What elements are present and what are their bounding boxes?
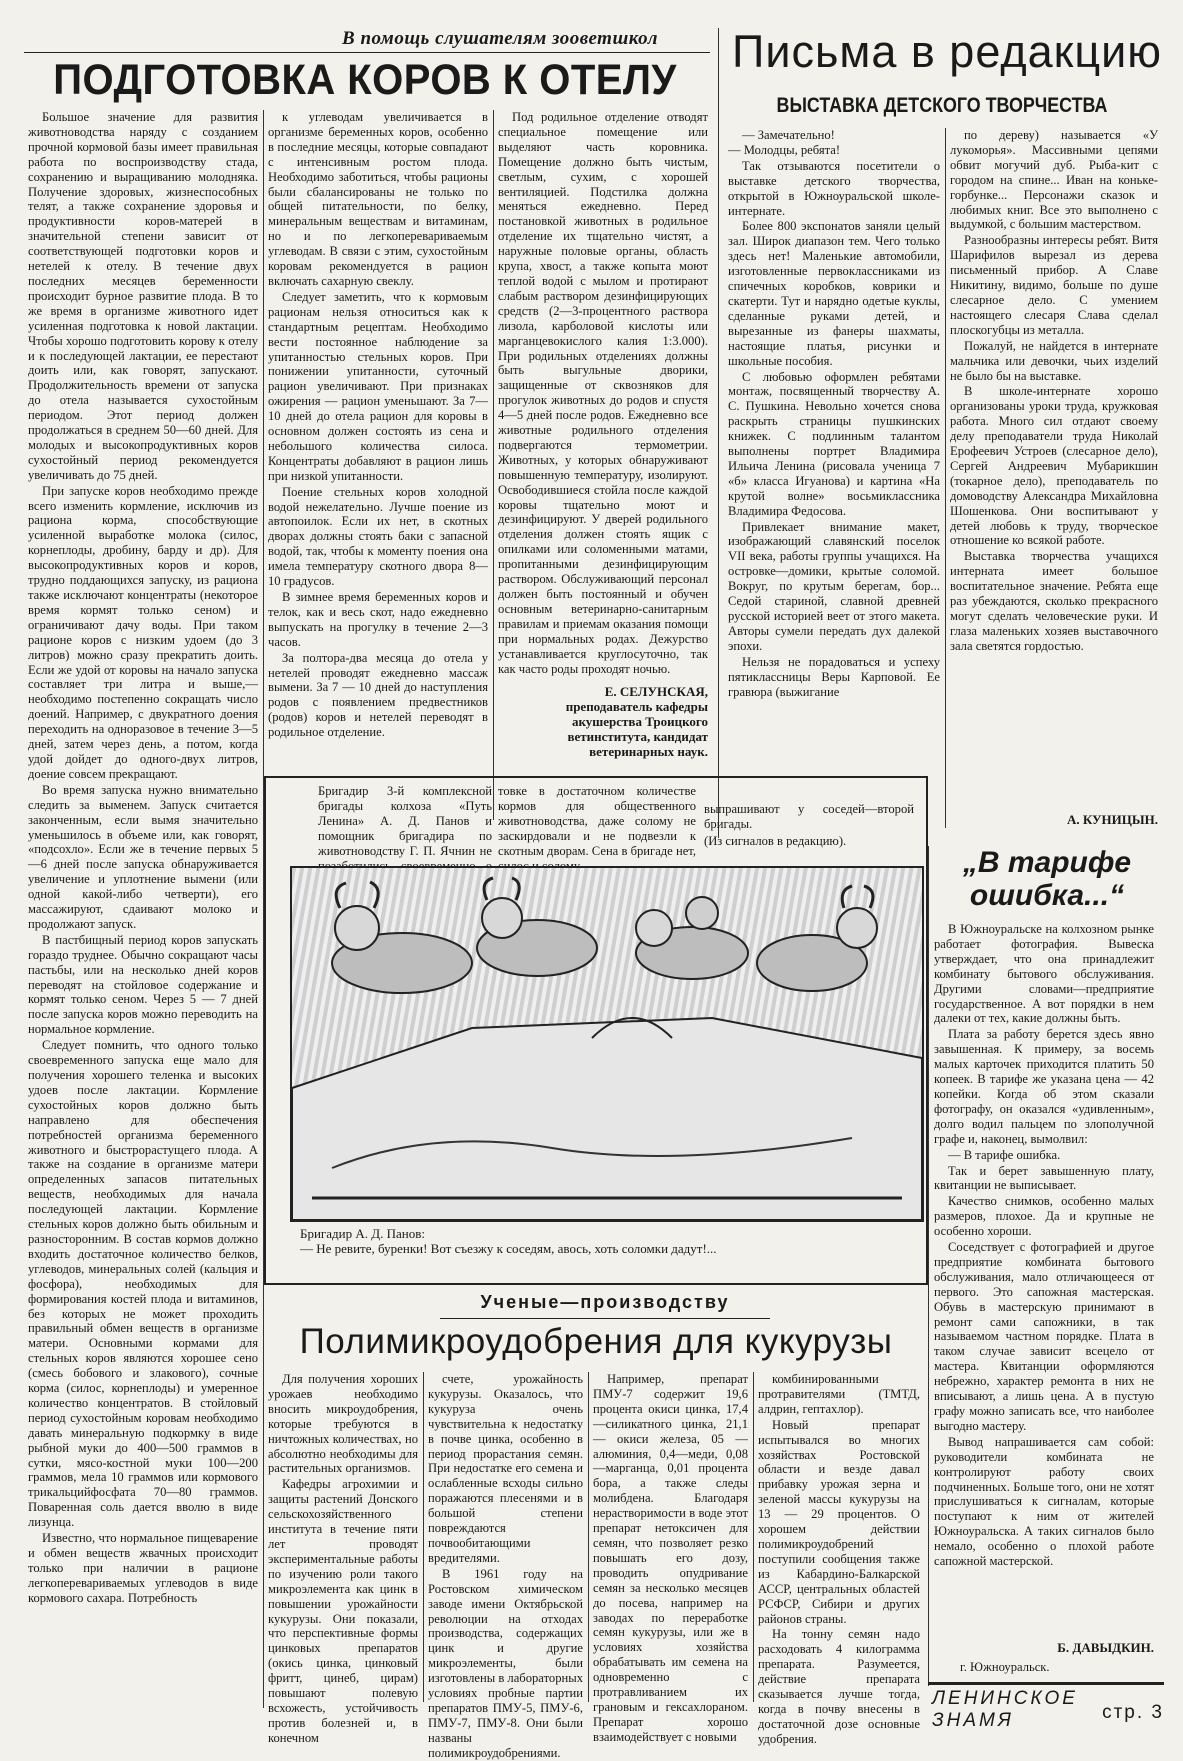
paragraph: Новый препарат испытывался во многих хозяйствах Ростовской области и везде давал прибавку урожая зерна и зеленой массы кукурузы на 13 — 29 процентов. О хорошем действии полимикроудобрений поступили сообщения также из Кабардино-Балкарской АССР, центральных областей РСФСР, Сибири и других районов страны. [758,1417,920,1626]
cartoon-illustration [290,866,924,1222]
section-divider [718,28,719,838]
article-title: ПОДГОТОВКА КОРОВ К ОТЕЛУ [53,56,677,104]
paragraph: При запуске коров необходимо прежде всего изменить кормление, исключив из рациона корма, способствующие усиленной выработке молока (силос, корнеплоды, дробину, барду и др). Для высокопродуктивных коров и коров, трудно поддающихся запуску, из рациона также исключают концентраты (некоторое время кормят только сеном) и ограничивают дачу воды. При таком рационе коров с низким удоем (до 3 литров) можно сразу прекратить доить. Если же удой от коровы на начало запуска составляет три литра и выше,—необходимо постепенно сокращать число доений. Например, с двукратного доения переходить на одноразовое в течение 3—5 дней, затем через день, а потом, когда удой дойдет до одного-двух литров, доение совсем прекращают. [28,483,258,781]
corn-title: Полимикроудобрения для кукурузы [299,1322,893,1361]
paragraph: Вывод напрашивается сам собой: руководители комбината не контролируют работу своих подчиненных. Больше того, они не хотят прислушиваться к сигналам, которые поступают к ним от жителей Южноуральска. А таких сигналов было немало, особенно о плохой работе сапожной мастерской. [934,1434,1154,1569]
tarif-column [934,922,1154,1644]
signal-source: (Из сигналов в редакцию). [704,834,847,848]
tarif-place: г. Южноуральск. [960,1660,1050,1674]
paragraph: Пожалуй, не найдется в интернате мальчика или девочки, чьих изделий не было бы на выставке. [950,338,1158,383]
paragraph: Следует заметить, что к кормовым рационам нельзя относиться как к стандартным рецептам. Необходимо вести постоянное наблюдение за упитанностью стельных коров. При понижении упитанности, суточный рацион увеличивают. При признаках ожирения — рацион уменьшают. За 7—10 дней до отела рацион для коровы в основном должен состоять из сена и небольшого количества силоса. Концентраты добавляют в рацион лишь при низкой упитанности. [268,289,488,483]
paragraph: по дереву) называется «У лукоморья». Массивными цепями обвит могучий дуб. Рыба-кит с городом на спине... Иван на коньке-горбунке... Персонажи сказок и любимых книг. Все это выполнено с выдумкой, с большим мастерством. [950,128,1158,232]
paragraph: В пастбищный период коров запускать гораздо труднее. Обычно сокращают часы пастьбы, или на несколько дней коров переводят на стойловое содержание и кормят только сеном. Через 5 — 7 дней после запуска коров можно переводить на нормальное кормление. [28,932,258,1037]
letters-section-title: Письма в редакцию [732,26,1162,77]
footer-rule [928,1682,1164,1685]
exhibition-title: ВЫСТАВКА ДЕТСКОГО ТВОРЧЕСТВА [776,94,1108,117]
paragraph: комбинированными протравителями (ТМТД, алдрин, гептахлор). [758,1372,920,1416]
paragraph: счете, урожайность кукурузы. Оказалось, что кукуруза очень чувствительна к недостатку в почве цинка, особенно в период прорастания семян. При недостатке его семена и ослабленные всходы сильно поражаются плесенями и в большой степени повреждаются почвообитающими вредителями. [428,1372,583,1565]
paragraph: В школе-интернате хорошо организованы уроки труда, кружковая работа. Много сил отдают своему делу преподаватели труда Николай Ерофеевич Устроев (слесарное дело), Сергей Андреевич Мубарикшин (токарное дело), преподаватель по домоводству Александра Михайловна Шошенкова. Они воспитывают у детей любовь к труду, творческое отношение ко всякой работе. [950,384,1158,548]
paragraph: Нельзя не порадоваться и успеху пятиклассницы Веры Карповой. Ее гравюра (выжигание [728,654,940,699]
paragraph: Под родильное отделение отводят специальное помещение или выделяют часть коровника. Помещение должно быть чистым, светлым, сухим, с хорошей вентиляцией. Подстилка должна меняться ежедневно. Перед постановкой животных в родильное отделение их тщательно чистят, а наружные половые органы, область крупа, хвост, а также копыта моют теплой водой с мылом и протирают слабым раствором дезинфицирующих средств (2—3-процентного раствора лизола, карболовой кислоты или марганцевокислого калия 1:3.000). При родильных отделениях должны быть выгульные дворики, защищенные от сквозняков для прогулок животных до родов и спустя 4—5 дней после родов. Ежедневно все животные родильного отделения подвергаются термометрии. Животных, у которых обнаруживают повышенную температуру, изолируют. Освободившиеся стойла после каждой коровы тщательно моют и дезинфицируют. У дверей родильного отделения должен стоять ящик с опилками или соломенными матами, пропитанными дезинфицирующим раствором. Обслуживающий персонал должен быть постоянный и обучен основным ветеринарно-санитарным правилам и приемам оказания помощи при нормальных родах. Дежурство устанавливается круглосуточно, так как часто роды проходят ночью. [498,110,708,676]
rubric-rule [440,1318,770,1319]
signal-text-2: товке в достаточном количестве кормов для общественного животноводства, даже солому не заскирдовали и не подвезли к скотным дворам. Сена в бригаде нет, [498,784,696,858]
paragraph: Для получения хороших урожаев необходимо вносить микроудобрения, которые требуются в ничтожных количествах, но абсолютно необходимы для растительных организмов. [268,1372,418,1476]
article-column-1 [28,110,258,1708]
paragraph: Качество снимков, особенно малых размеров, плохое. Да и крупные не особенно хороши. [934,1194,1154,1239]
corn-rubric: Ученые—производству [480,1292,730,1312]
section-divider [928,846,929,1686]
signal-text-3: выпрашивают у соседей—второй бригады. [704,802,914,831]
paragraph: Более 800 экспонатов заняли целый зал. Широк диапазон тем. Чего только здесь нет! Маленькие автомобили, изготовленные первоклассниками из спичечных коробков, коврики и скатерти. Тут и нарядно одетые куклы, сделанные руками детей, и вырезанные из фанеры шахматы, настоящие платья, рисунки и школьные пособия. [728,219,940,368]
article-column-2 [268,110,488,820]
cartoon-caption: Бригадир А. Д. Панов: — Не ревите, буренки! Вот съезжу к соседям, авось, хоть соломки дадут!... [300,1226,717,1256]
tarif-signature: Б. ДАВЫДКИН. [1057,1640,1154,1655]
rubric-rule [24,52,710,53]
paragraph: В 1961 году на Ростовском химическом заводе имени Октябрьской революции на отходах производства, содержащих цинк и другие микроэлементы, были изготовлены в лабораторных условиях пробные партии препаратов ПМУ-5, ПМУ-6, ПМУ-7, ПМУ-8. Они были названы полимикроудобрениями. [428,1566,583,1760]
paragraph: Так отзываются посетители о выставке детского творчества, открытой в Южноуральской школе-интернате. [728,158,940,218]
paragraph: — В тарифе ошибка. [948,1147,1061,1162]
cartoon-drawing [292,868,922,1220]
column-divider [753,1372,754,1702]
paragraph: Поение стельных коров холодной водой нежелательно. Лучше поение из автопоилок. Если их нет, в скотных дворах должны стоять баки с запасной водой, так, чтобы к моменту поения она имела температуру скотного двора 8—10 градусов. [268,484,488,589]
paragraph: Выставка творчества учащихся интерната имеет большое воспитательное значение. Ребята еще раз убеждаются, сколько прекрасного могут сделать человеческие руки. И глаза маленьких хозяев выставочного зала светятся гордостью. [950,549,1158,653]
article-signature: Е. СЕЛУНСКАЯ, преподаватель кафедры акушерства Троицкого ветинститута, кандидат ветеринарных наук. [565,684,708,759]
paragraph: Большое значение для развития животноводства наряду с созданием прочной кормовой базы имеет правильная работа по воспроизводству стада, сохранению и выращиванию молодняка. Получение здоровых, жизнеспособных телят, а также сохранение здоровья и продуктивности коров-матерей в значительной степени зависит от соответствующей подготовки коров и нетелей к отелу. В течение двух последних месяцев беременности происходит бурное развитие плода. В то же время в организме животного идет усиленная подготовка к новой лактации. Чтобы хорошо подготовить корову к отелу и к последующей лактации, ее перестают доить или, как говорят, запускают. Продолжительность времени от запуска до отела называется сухостойным периодом. Этот период должен продолжаться в среднем 50—60 дней. Для молодых и высокопродуктивных коров сухостойный период рекомендуется увеличивать до 75 дней. [28,110,258,482]
paragraph: Известно, что нормальное пищеварение и обмен веществ жвачных происходит только при наличии в рационе легкоперевариваемых углеводов в виде кормового сахара. Потребность [28,1531,258,1605]
paragraph: Плата за работу берется здесь явно завышенная. К примеру, за восемь малых карточек приходится платить 50 копеек. В тарифе же указана цена — 42 копейки. Когда об этом сказали фотографу, он оказался «удивленным», долго водил пальцем по злополучной графе и, наконец, вымолвил: [934,1027,1154,1146]
page-number: стр. 3 [1102,1702,1164,1723]
paragraph: Соседствует с фотографией и другое предприятие комбината бытового обслуживания, мало отличающееся от первого. Это сапожная мастерская. Обувь в мастерскую принимают в ремонт сами сапожники, в так называемом частном порядке. Плата в таком случае зависит всецело от мастера. Квитанции оформляются небрежно, характер ремонта в них не вписывают, а лишь цена. А в пустую графу можно записать все, что наиболее выгодно мастеру. [934,1240,1154,1433]
column-divider [588,1372,589,1702]
paragraph: Так и берет завышенную плату, квитанции не выписывает. [934,1163,1154,1193]
letters-column-1 [728,128,940,834]
paragraph: Разнообразны интересы ребят. Витя Шарифилов вырезал из дерева письменный прибор. А Славе Никитину, видимо, больше по душе слесарное дело. С умением настоящего слесаря Слава сделал плоскогубцы из металла. [950,233,1158,337]
paragraph: Во время запуска нужно внимательно следить за выменем. Запуск считается законченным, если вымя значительно уменьшилось в объеме или, как говорят, «подсохло». Если же в течение первых 5—6 дней после запуска обнаруживается увеличение и уплотнение вымени (или одной какой-либо четверти), его массажируют, сдаивают молоко и продолжают запуск. [28,782,258,931]
corn-column-1 [268,1372,418,1745]
column-divider [945,128,946,828]
paragraph: Следует помнить, что одного только своевременного запуска еще мало для получения хорошего теленка и высоких удоев после лактации. Кормление сухостойных коров должно быть направлено для обеспечения потребностей организма беременного животного и быстрорастущего плода. А также на создание в организме матери определенных запасов питательных веществ, необходимых для начала последующей лактации. Кормление стельных коров должно быть обильным и разносторонним. В состав кормов должно входить достаточное количество белков, углеводов, минеральных солей (кальция и фосфора), необходимых для формирования костей плода и витаминов, без которых не может проходить правильный обмен веществ в организме матери. Основными кормами для стельных коров являются хорошее сено (смесь бобового и злакового), сочные корма (силос, корнеплоды) и умеренное количество концентратов. В стойловый период сухостойным коровам необходимо давать минеральную подкормку в виде рыбной муки до 400—500 граммов в сутки, мясо-костной муки 100—200 граммов, мела 10 граммов или кормового трикальцийфосфата 70—80 граммов. Поваренная соль дается вволю в виде лизунца. [28,1038,258,1530]
paragraph: За полтора-два месяца до отела у нетелей проводят ежедневно массаж вымени. За 7 — 10 дней до наступления родов с появлением предвестников (родов) коров и нетелей переводят в родильное отделение. [268,650,488,740]
signal-text-1: Бригадир 3-й комплексной бригады колхоза «Путь Ленина» А. Д. Панов и помощник бригадира по животноводству Г. П. Ячнин не [318,784,492,858]
column-divider [493,110,494,820]
paragraph: — Замечательно! — Молодцы, ребята! [728,128,841,157]
paragraph: Привлекает внимание макет, изображающий славянский поселок VII века, работы группы учащихся. На островке—домики, крытые соломой. Вокруг, по крутым берегам, бор... Седой стариной, славной древней русской историей веет от этого макета. Авторы сумели передать дух далекой эпохи. [728,519,940,653]
corn-column-3 [593,1372,748,1744]
newspaper-name: ЛЕНИНСКОЕ ЗНАМЯ [932,1688,1078,1731]
corn-column-2 [428,1372,583,1760]
letters-column-2 [950,128,1158,808]
article-rubric: В помощь слушателям зооветшкол [342,28,658,49]
paragraph: Например, препарат ПМУ-7 содержит 19,6 процента окиси цинка, 17,4—силикатного цинка, 21,1 — окиси железа, 05 — алюминия, 0,4—меди, 0,08—марганца, 0,01 процента бора, а также следы молибдена. Благодаря нерастворимости в воде этот препарат нетоксичен для семян, что позволяет резко повышать его дозу, проводить опудривание семян за несколько месяцев до посева, например на заводах по переработке семян кукурузы, или же в условиях хозяйства обрабатывать им семена на одновременно с протравливанием их грановым и гексахлораном. Препарат хорошо взаимодействует с новыми [593,1372,748,1744]
article-column-3 [498,110,708,720]
paragraph: На тонну семян надо расходовать 4 килограмма препарата. Разумеется, действие препарата сказывается лучше тогда, когда в почву внесены в достаточной дозе основные удобрения. [758,1627,920,1746]
column-divider [423,1372,424,1702]
paragraph: к углеводам увеличивается в организме беременных коров, особенно в последние месяцы, которые совпадают с интенсивным ростом плода. Необходимо заботиться, чтобы рационы были сбалансированы не только по общей питательности, по белку, минеральным веществам и витаминам, но и по легкоперевариваемым углеводам. В связи с этим, сухостойным коровам рекомендуется в рацион включать сахарную свеклу. [268,110,488,288]
corn-column-4 [758,1372,920,1746]
paragraph: Кафедры агрохимии и защиты растений Донского сельскохозяйственного института в течение пяти лет проводят экспериментальные работы по изучению роли такого микроэлемента как цинк в повышении урожайности кукурузы. Они показали, что перспективные формы цинковых препаратов (окись цинка, цинковый фритт, цинеб, цирам) повышают полевую всхожесть, устойчивость против болезней и, в конечном [268,1477,418,1745]
letters-signature: А. КУНИЦЫН. [1066,812,1158,827]
paragraph: В Южноуральске на колхозном рынке работает фотография. Вывеска утверждает, что она принадлежит комбинату бытового обслуживания. Другими словами—предприятие государственное. А вот порядки в нем далеки от тех, какие должны быть. [934,922,1154,1026]
paragraph: С любовью оформлен ребятами монтаж, посвященный творчеству А. С. Пушкина. Невольно хочется снова раскрыть страницы пушкинских книжек. С подлинным талантом выполнены портрет Владимира Ильича Ленина (рисовала ученица 7 «б» класса Игуанова) и картина «На крутой волне» восьмиклассника Владимира Федосова. [728,369,940,518]
paragraph: В зимнее время беременных коров и телок, как и весь скот, надо ежедневно выпускать на прогулку в течение 2—3 часов. [268,590,488,649]
tarif-title: „В тарифе ошибка...“ [962,846,1132,912]
